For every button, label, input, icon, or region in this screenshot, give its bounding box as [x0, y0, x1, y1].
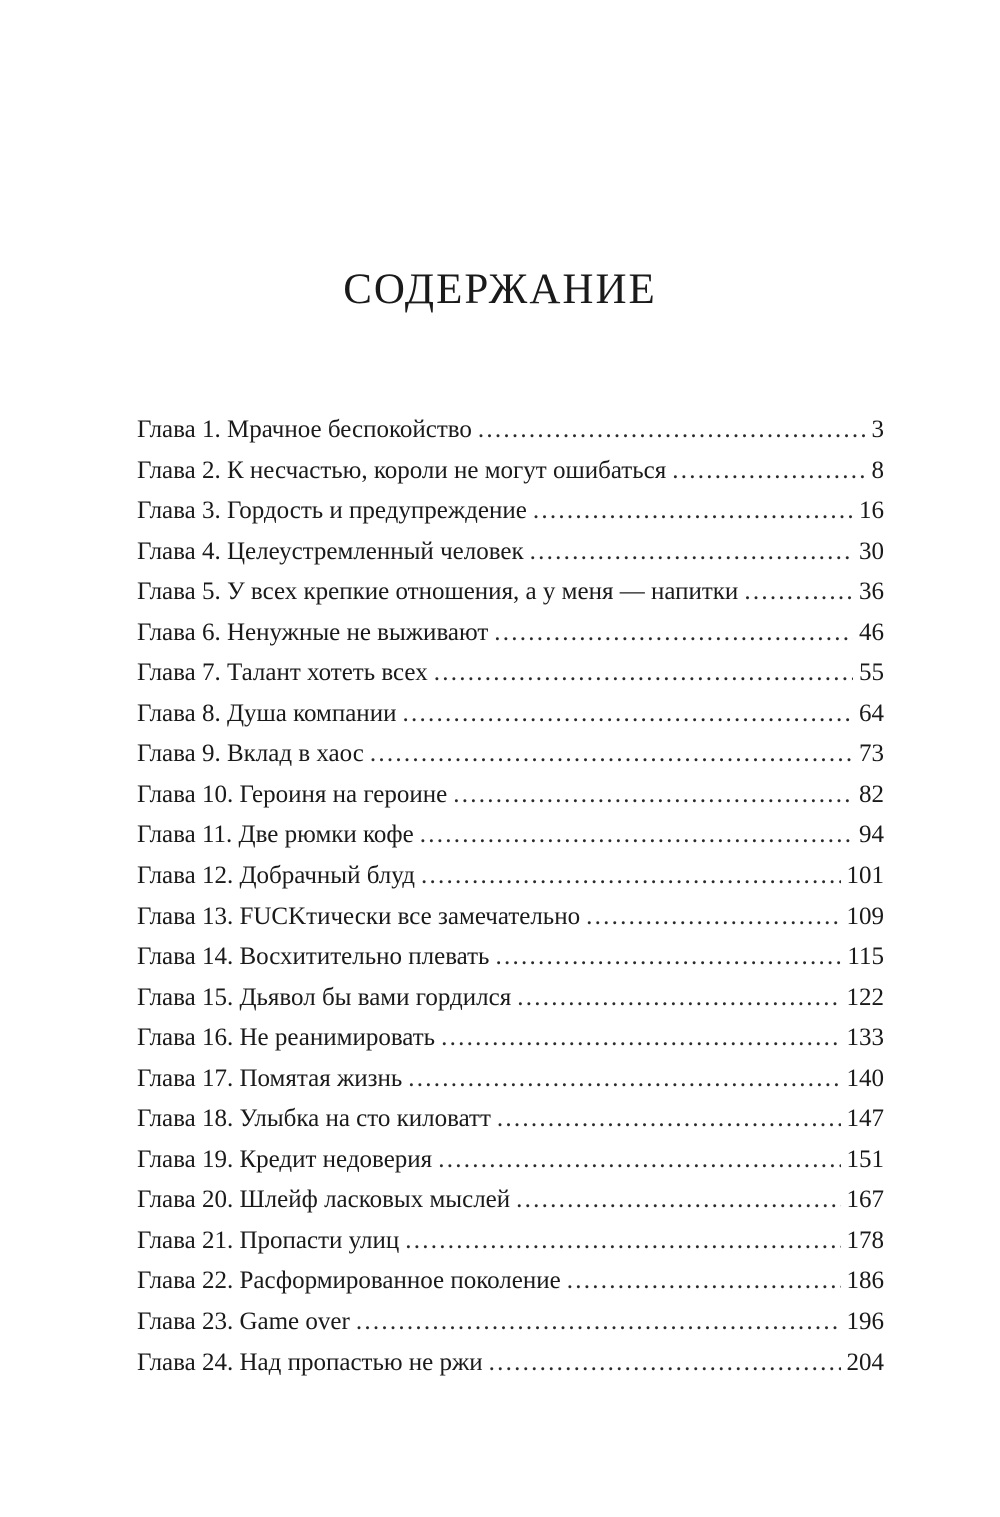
- dot-leader: [497, 1099, 841, 1140]
- dot-leader: [453, 775, 853, 816]
- toc-entry-label: Глава 20. Шлейф ласковых мыслей: [137, 1186, 511, 1214]
- dot-leader: [530, 532, 853, 573]
- toc-entry-page: 147: [846, 1105, 884, 1133]
- toc-entry: [137, 937, 884, 978]
- toc-entry-label: Глава 17. Помятая жизнь: [137, 1064, 403, 1092]
- toc-entry: [137, 1099, 884, 1140]
- toc-entry-label: Глава 5. У всех крепкие отношения, а у меня — напитки: [137, 578, 739, 606]
- toc-entry: [137, 613, 884, 654]
- toc-entry-page: 94: [859, 821, 884, 849]
- toc-entry: [137, 1343, 884, 1384]
- toc-entry-label: Глава 2. К несчастью, короли не могут ошибаться: [137, 456, 667, 484]
- toc-entry: [137, 1221, 884, 1262]
- dot-leader: [489, 1343, 841, 1384]
- toc-entry-label: Глава 19. Кредит недоверия: [137, 1145, 433, 1173]
- toc-entry: [137, 491, 884, 532]
- dot-leader: [438, 1140, 840, 1181]
- toc-entry-page: 167: [846, 1186, 884, 1214]
- toc-entry: [137, 1059, 884, 1100]
- toc-entry-label: Глава 21. Пропасти улиц: [137, 1226, 400, 1254]
- toc-entry-page: 133: [846, 1024, 884, 1052]
- toc-entry-label: Глава 1. Мрачное беспокойство: [137, 416, 472, 443]
- toc-entry-page: 46: [859, 618, 884, 646]
- toc-entry-label: Глава 9. Вклад в хаос: [137, 740, 364, 768]
- toc-entry: [137, 1180, 884, 1221]
- toc-entry-page: 186: [846, 1267, 884, 1295]
- toc-entry: [137, 694, 884, 735]
- page-title: СОДЕРЖАНИЕ: [343, 266, 657, 313]
- toc-entry-label: Глава 15. Дьявол бы вами гордился: [137, 983, 512, 1011]
- dot-leader: [494, 613, 853, 654]
- toc-entry: [137, 734, 884, 775]
- toc-entry-page: 82: [859, 780, 884, 808]
- dot-leader: [441, 1018, 840, 1059]
- toc-entry: [137, 532, 884, 573]
- toc-entry-label: Глава 4. Целеустремленный человек: [137, 537, 524, 565]
- dot-leader: [356, 1302, 841, 1343]
- toc-entry-page: 64: [859, 699, 884, 727]
- toc-entry-page: 36: [859, 578, 884, 606]
- dot-leader: [516, 1180, 840, 1221]
- toc-entry: [137, 410, 884, 451]
- toc-entry: [137, 451, 884, 492]
- toc-entry-page: 140: [846, 1064, 884, 1092]
- toc-entry-page: 122: [846, 983, 884, 1011]
- toc-entry: [137, 897, 884, 938]
- dot-leader: [370, 734, 853, 775]
- toc-entry: [137, 815, 884, 856]
- toc-entry-page: 178: [846, 1226, 884, 1254]
- toc-entry: [137, 1140, 884, 1181]
- toc-entry-label: Глава 16. Не реанимировать: [137, 1024, 436, 1052]
- toc-entry-page: 73: [859, 740, 884, 768]
- dot-leader: [672, 451, 865, 492]
- toc-entry-page: 16: [859, 497, 884, 525]
- toc-entry-label: Глава 12. Добрачный блуд: [137, 862, 415, 890]
- dot-leader: [420, 815, 853, 856]
- toc-entry-label: Глава 3. Гордость и предупреждение: [137, 497, 527, 525]
- dot-leader: [533, 491, 853, 532]
- toc-entry-page: 109: [846, 902, 884, 930]
- toc-entry: [137, 572, 884, 613]
- toc-entry: [137, 775, 884, 816]
- dot-leader: [478, 410, 866, 451]
- toc-entry-label: Глава 18. Улыбка на сто киловатт: [137, 1105, 491, 1133]
- toc-entry-page: 30: [859, 537, 884, 565]
- toc-entry-page: 204: [846, 1348, 884, 1376]
- toc-entry: [137, 653, 884, 694]
- toc-entry-page: 151: [846, 1145, 884, 1173]
- toc-entry-label: Глава 10. Героиня на героине: [137, 780, 448, 808]
- table-of-contents: [137, 410, 884, 1383]
- toc-entry-label: Глава 24. Над пропастью не ржи: [137, 1348, 483, 1376]
- dot-leader: [421, 856, 841, 897]
- toc-entry-page: 3: [871, 416, 884, 443]
- toc-entry-page: 55: [859, 659, 884, 687]
- dot-leader: [586, 897, 840, 938]
- dot-leader: [405, 1221, 840, 1262]
- toc-entry-label: Глава 23. Game over: [137, 1308, 350, 1336]
- toc-entry-page: 8: [871, 456, 884, 484]
- dot-leader: [567, 1261, 841, 1302]
- toc-entry: [137, 1261, 884, 1302]
- toc-entry-label: Глава 13. FUCKтически все замечательно: [137, 902, 581, 930]
- toc-entry-page: 115: [847, 943, 884, 971]
- dot-leader: [408, 1059, 840, 1100]
- toc-entry-label: Глава 8. Душа компании: [137, 699, 397, 727]
- toc-entry: [137, 978, 884, 1019]
- dot-leader: [495, 937, 841, 978]
- toc-entry: [137, 1302, 884, 1343]
- toc-entry-page: 101: [846, 862, 884, 890]
- toc-entry-page: 196: [846, 1308, 884, 1336]
- toc-entry: [137, 856, 884, 897]
- dot-leader: [517, 978, 840, 1019]
- dot-leader: [434, 653, 853, 694]
- dot-leader: [402, 694, 853, 735]
- dot-leader: [744, 572, 853, 613]
- toc-entry-label: Глава 7. Талант хотеть всех: [137, 659, 428, 687]
- toc-entry-label: Глава 14. Восхитительно плевать: [137, 943, 490, 971]
- toc-entry-label: Глава 22. Расформированное поколение: [137, 1267, 561, 1295]
- toc-entry-label: Глава 6. Ненужные не выживают: [137, 618, 489, 646]
- toc-entry-label: Глава 11. Две рюмки кофе: [137, 821, 414, 849]
- toc-entry: [137, 1018, 884, 1059]
